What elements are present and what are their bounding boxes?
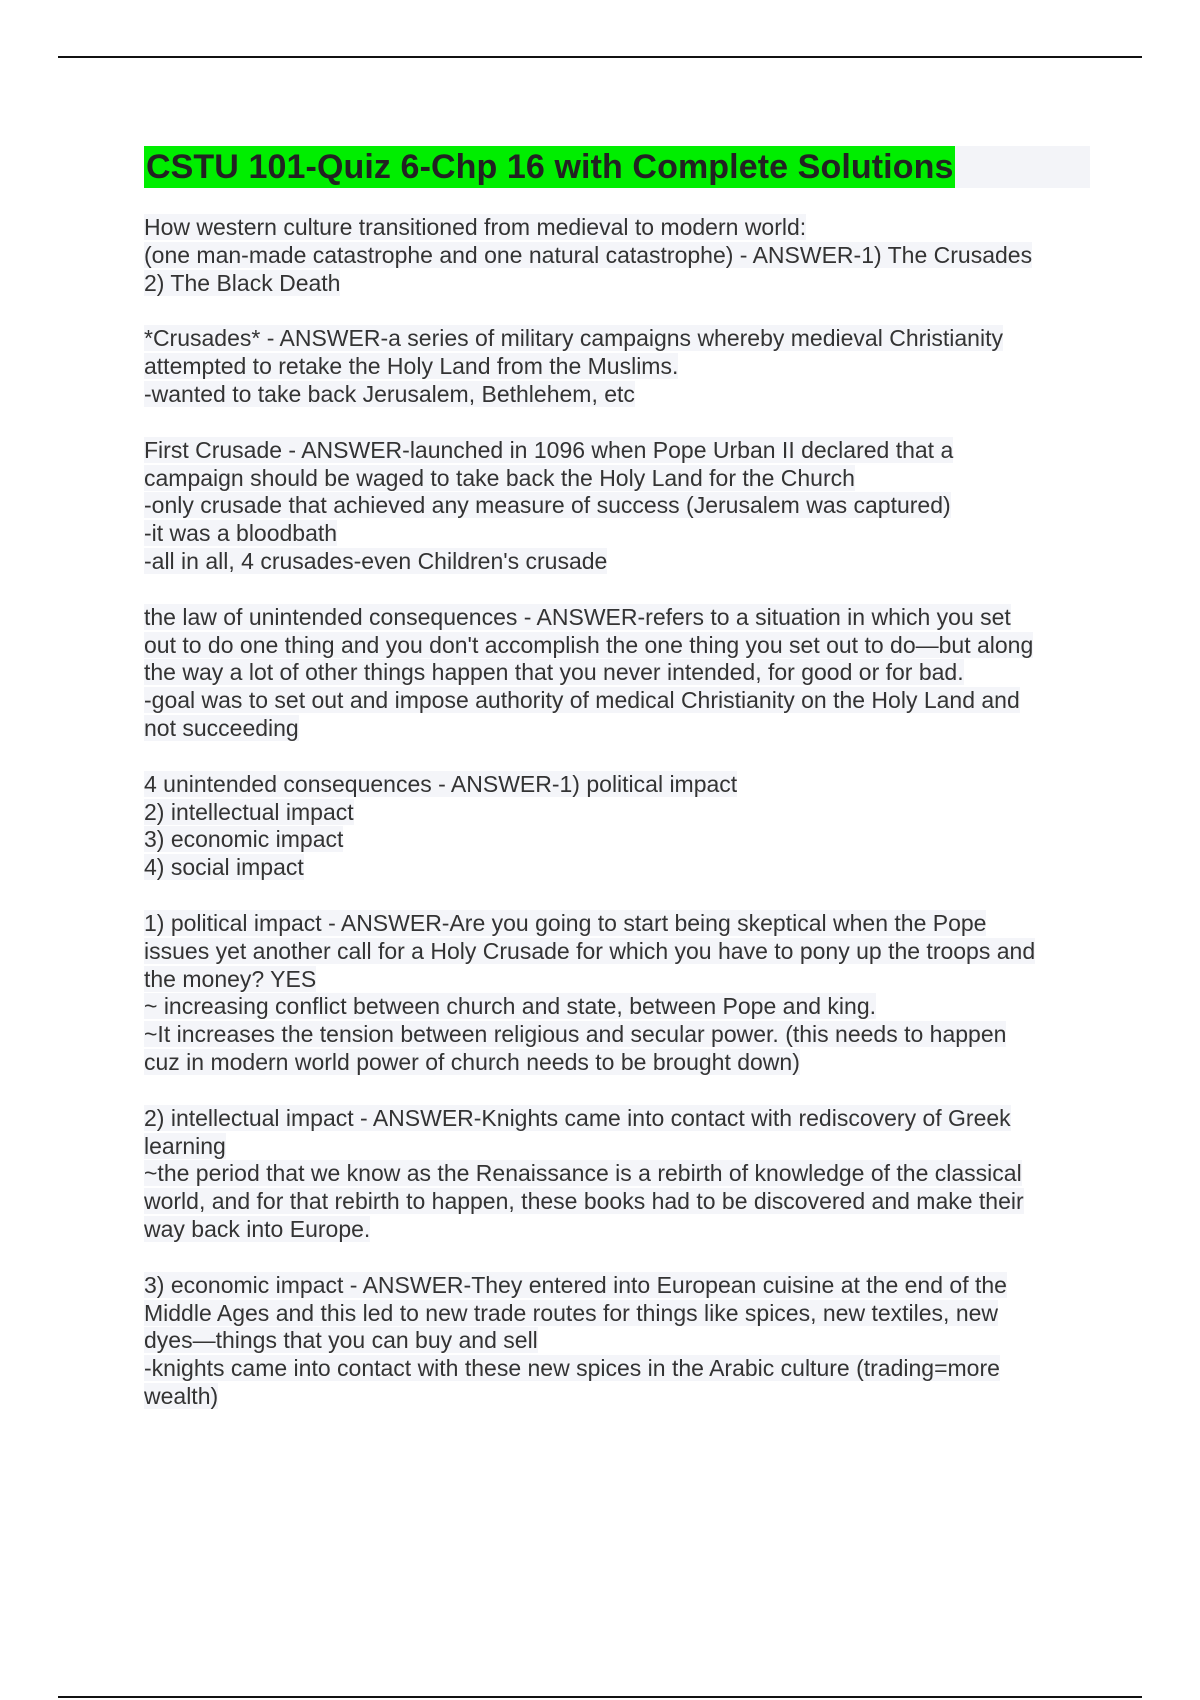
header-rule <box>58 56 1142 58</box>
text-line: world, and for that rebirth to happen, these books had to be discovered and make their <box>144 1188 1024 1215</box>
qa-entry <box>144 214 1084 297</box>
text-line: -wanted to take back Jerusalem, Bethlehem, etc <box>144 380 635 407</box>
text-line: Middle Ages and this led to new trade routes for things like spices, new textiles, new <box>144 1299 999 1326</box>
text-line: ~It increases the tension between religious and secular power. (this needs to happen <box>144 1021 1007 1048</box>
text-line: 3) economic impact <box>144 826 344 853</box>
text-line: -knights came into contact with these new spices in the Arabic culture (trading=more <box>144 1355 1000 1382</box>
text-line: not succeeding <box>144 714 299 741</box>
text-line: dyes—things that you can buy and sell <box>144 1327 538 1354</box>
text-line: learning <box>144 1132 226 1159</box>
text-line: cuz in modern world power of church needs to be brought down) <box>144 1048 800 1075</box>
text-line: the way a lot of other things happen that you never intended, for good or for bad. <box>144 659 964 686</box>
text-line: attempted to retake the Holy Land from the Muslims. <box>144 353 679 380</box>
text-line: out to do one thing and you don't accomplish the one thing you set out to do—but along <box>144 631 1034 658</box>
text-line: -only crusade that achieved any measure of success (Jerusalem was captured) <box>144 492 951 519</box>
text-line: 3) economic impact - ANSWER-They entered into European cuisine at the end of the <box>144 1271 1007 1298</box>
text-line: How western culture transitioned from medieval to modern world: <box>144 214 807 240</box>
text-line: campaign should be waged to take back the Holy Land for the Church <box>144 464 855 491</box>
text-line: -goal was to set out and impose authority of medical Christianity on the Holy Land and <box>144 687 1020 714</box>
text-line: 2) The Black Death <box>144 269 341 296</box>
text-line: the money? YES <box>144 965 317 992</box>
text-line: wealth) <box>144 1382 219 1409</box>
text-line: 2) intellectual impact - ANSWER-Knights came into contact with rediscovery of Greek <box>144 1104 1011 1131</box>
qa-entry <box>144 325 1084 408</box>
text-line: way back into Europe. <box>144 1215 371 1242</box>
qa-entry <box>144 437 1084 576</box>
text-line: issues yet another call for a Holy Crusade for which you have to pony up the troops and <box>144 937 1036 964</box>
qa-entry <box>144 1105 1084 1244</box>
text-line: 1) political impact - ANSWER-Are you going to start being skeptical when the Pope <box>144 909 987 936</box>
text-line: -all in all, 4 crusades-even Children's crusade <box>144 547 608 574</box>
text-line: *Crusades* - ANSWER-a series of military campaigns whereby medieval Christianity <box>144 325 1003 352</box>
text-line: (one man-made catastrophe and one natural catastrophe) - ANSWER-1) The Crusades <box>144 241 1033 268</box>
text-line: 4) social impact <box>144 854 304 881</box>
text-line: 2) intellectual impact <box>144 798 354 825</box>
qa-entry <box>144 1272 1084 1411</box>
text-line: ~ increasing conflict between church and state, between Pope and king. <box>144 993 877 1020</box>
qa-entry <box>144 910 1084 1077</box>
text-line: First Crusade - ANSWER-launched in 1096 when Pope Urban II declared that a <box>144 436 954 463</box>
text-line: -it was a bloodbath <box>144 520 338 547</box>
text-line: ~the period that we know as the Renaissance is a rebirth of knowledge of the classical <box>144 1160 1022 1187</box>
qa-entry <box>144 604 1084 743</box>
text-line: the law of unintended consequences - ANSWER-refers to a situation in which you set <box>144 603 1011 630</box>
qa-entry <box>144 771 1084 882</box>
footer-rule <box>58 1696 1142 1698</box>
document-title: CSTU 101-Quiz 6-Chp 16 with Complete Solutions <box>146 148 954 186</box>
text-line: 4 unintended consequences - ANSWER-1) political impact <box>144 770 738 797</box>
document-body <box>144 214 1084 1439</box>
